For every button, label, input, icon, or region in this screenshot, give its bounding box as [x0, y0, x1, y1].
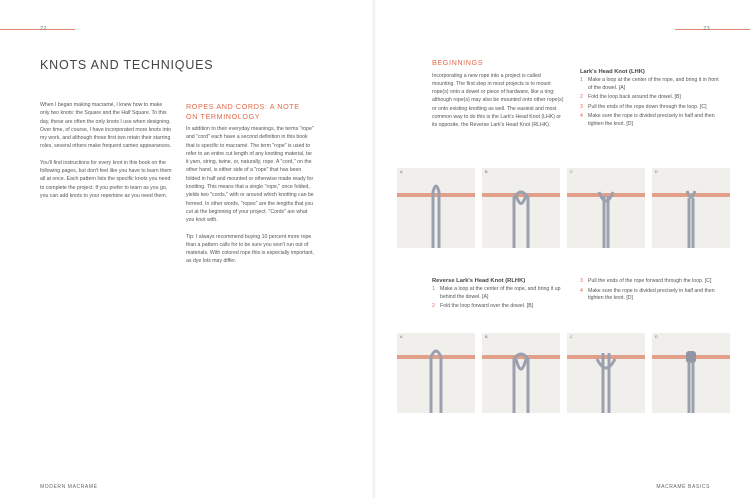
lhk-photo-b [482, 168, 560, 248]
step-number: 3 [580, 278, 583, 284]
ropes-paragraph-1: In addition to their everyday meanings, the terms "rope" and "cord" each have a second definition in this book that is specific to macramé. The term "rope" is used to refer to an entire cut length of any knotting material, be it yarn, string, twine, or, naturally, rope. A "cord," on the other hand, is either side of a "rope" that has been folded in half and mounted or otherwise made ready for knotting. This means that a single "rope," once folded, yields two "cords," with or around which knotting can be formed. In other words, "ropes" are the lengths that you cut at the beginning of your project. "Cords" are what you knot with. [186, 126, 314, 224]
step-number: 3 [580, 103, 583, 110]
step-number: 1 [432, 286, 435, 292]
rlhk-photo-c [567, 333, 645, 413]
page-number-right: 23 [703, 26, 710, 32]
header-rule-right [675, 29, 750, 30]
step-text: Make a loop at the center of the rope, and bring it up behind the dowel. [A] [440, 286, 561, 300]
photo-label: C [570, 335, 573, 339]
photo-label: A [400, 335, 403, 339]
beginnings-heading: BEGINNINGS [432, 58, 484, 67]
beginnings-column [432, 58, 564, 138]
intro-column [40, 101, 172, 208]
lhk-instructions [580, 69, 722, 131]
step-number: 2 [432, 303, 435, 310]
photo-label: B [485, 335, 488, 339]
intro-paragraph-2: You'll find instructions for every knot in this book on the following pages, but don't feel like you have to learn them all at once. Each pattern lists the specific knots you need to complete the project. If you prefer to learn as you go, you can add knots to your repertoire as you need them. [40, 159, 172, 199]
lhk-photo-a [397, 168, 475, 248]
rlhk-photo-a [397, 333, 475, 413]
photo-label: A [400, 170, 403, 174]
lhk-step-3 [580, 104, 722, 112]
rlhk-step-3 [580, 278, 722, 286]
photo-label: C [570, 170, 573, 174]
lhk-step-1 [580, 77, 722, 92]
rlhk-step-4 [580, 288, 722, 303]
page-number-left: 22 [40, 26, 47, 32]
step-number: 2 [580, 94, 583, 101]
lhk-photo-c [567, 168, 645, 248]
step-text: Make sure the rope is divided precisely in half and then tighten the knot. [D] [588, 287, 715, 302]
intro-paragraph-1: When I began making macramé, I knew how to make only two knots: the Square and the Half Square. To this day, these are often the only knots I use when designing. Over time, of course, I have incorporated more knots into my work, and although those first two retain their starring roles, several others make frequent cameo appearances. [40, 102, 172, 150]
ropes-tip: Tip: I always recommend buying 10 percent more rope than a pattern calls for to be sure you won't run out of materials. With colored rope this is especially important, as dye lots may differ. [186, 233, 315, 265]
rlhk-photo-d [652, 333, 730, 413]
lhk-photo-d [652, 168, 730, 248]
header-rule-left [0, 29, 75, 30]
step-text: Fold the loop forward over the dowel. [B] [440, 303, 534, 310]
lhk-title: Lark's Head Knot (LHK) [580, 69, 645, 75]
step-number: 4 [580, 113, 583, 120]
footer-left: MODERN MACRAMÉ [40, 484, 98, 490]
rlhk-photo-b [482, 333, 560, 413]
photo-label: D [655, 170, 658, 174]
photo-label: D [655, 335, 658, 339]
step-text: Make a loop at the center of the rope, and bring it in front of the dowel. [A] [588, 77, 719, 91]
ropes-column [186, 102, 314, 274]
step-text: Fold the loop back around the dowel. [B] [588, 94, 681, 101]
rlhk-instructions-b [580, 278, 722, 305]
step-text: Pull the ends of the rope down through the loop. [C] [588, 103, 707, 110]
rlhk-step-2 [432, 303, 564, 311]
rlhk-step-1 [432, 286, 564, 301]
page-title: KNOTS AND TECHNIQUES [40, 58, 214, 72]
beginnings-paragraph: Incorporating a new rope into a project is called mounting. The first step in most projects is to mount rope(s) onto a dowel or piece of hardware, like a ring; although rope(s) may also be mounted onto other rope(s) or onto existing knotting as well. The easiest and most common way to do this is the Lark's Head Knot (LHK) or its opposite, the Reverse Lark's Head Knot (RLHK). [432, 72, 564, 129]
step-text: Pull the ends of the rope forward through the loop. [C] [588, 278, 712, 284]
rlhk-instructions-a [432, 278, 564, 313]
lhk-step-4 [580, 113, 722, 128]
step-number: 1 [580, 77, 583, 83]
footer-right: MACRAMÉ BASICS [656, 484, 710, 490]
rlhk-photo-row [397, 333, 730, 413]
step-number: 4 [580, 287, 583, 294]
rlhk-title: Reverse Lark's Head Knot (RLHK) [432, 278, 526, 284]
lhk-step-2 [580, 94, 722, 102]
ropes-heading: ROPES AND CORDS: A NOTE ON TERMINOLOGY [186, 102, 300, 121]
photo-label: B [485, 170, 488, 174]
step-text: Make sure the rope is divided precisely in half and then tighten the knot. [D] [588, 113, 715, 127]
lhk-photo-row [397, 168, 730, 248]
